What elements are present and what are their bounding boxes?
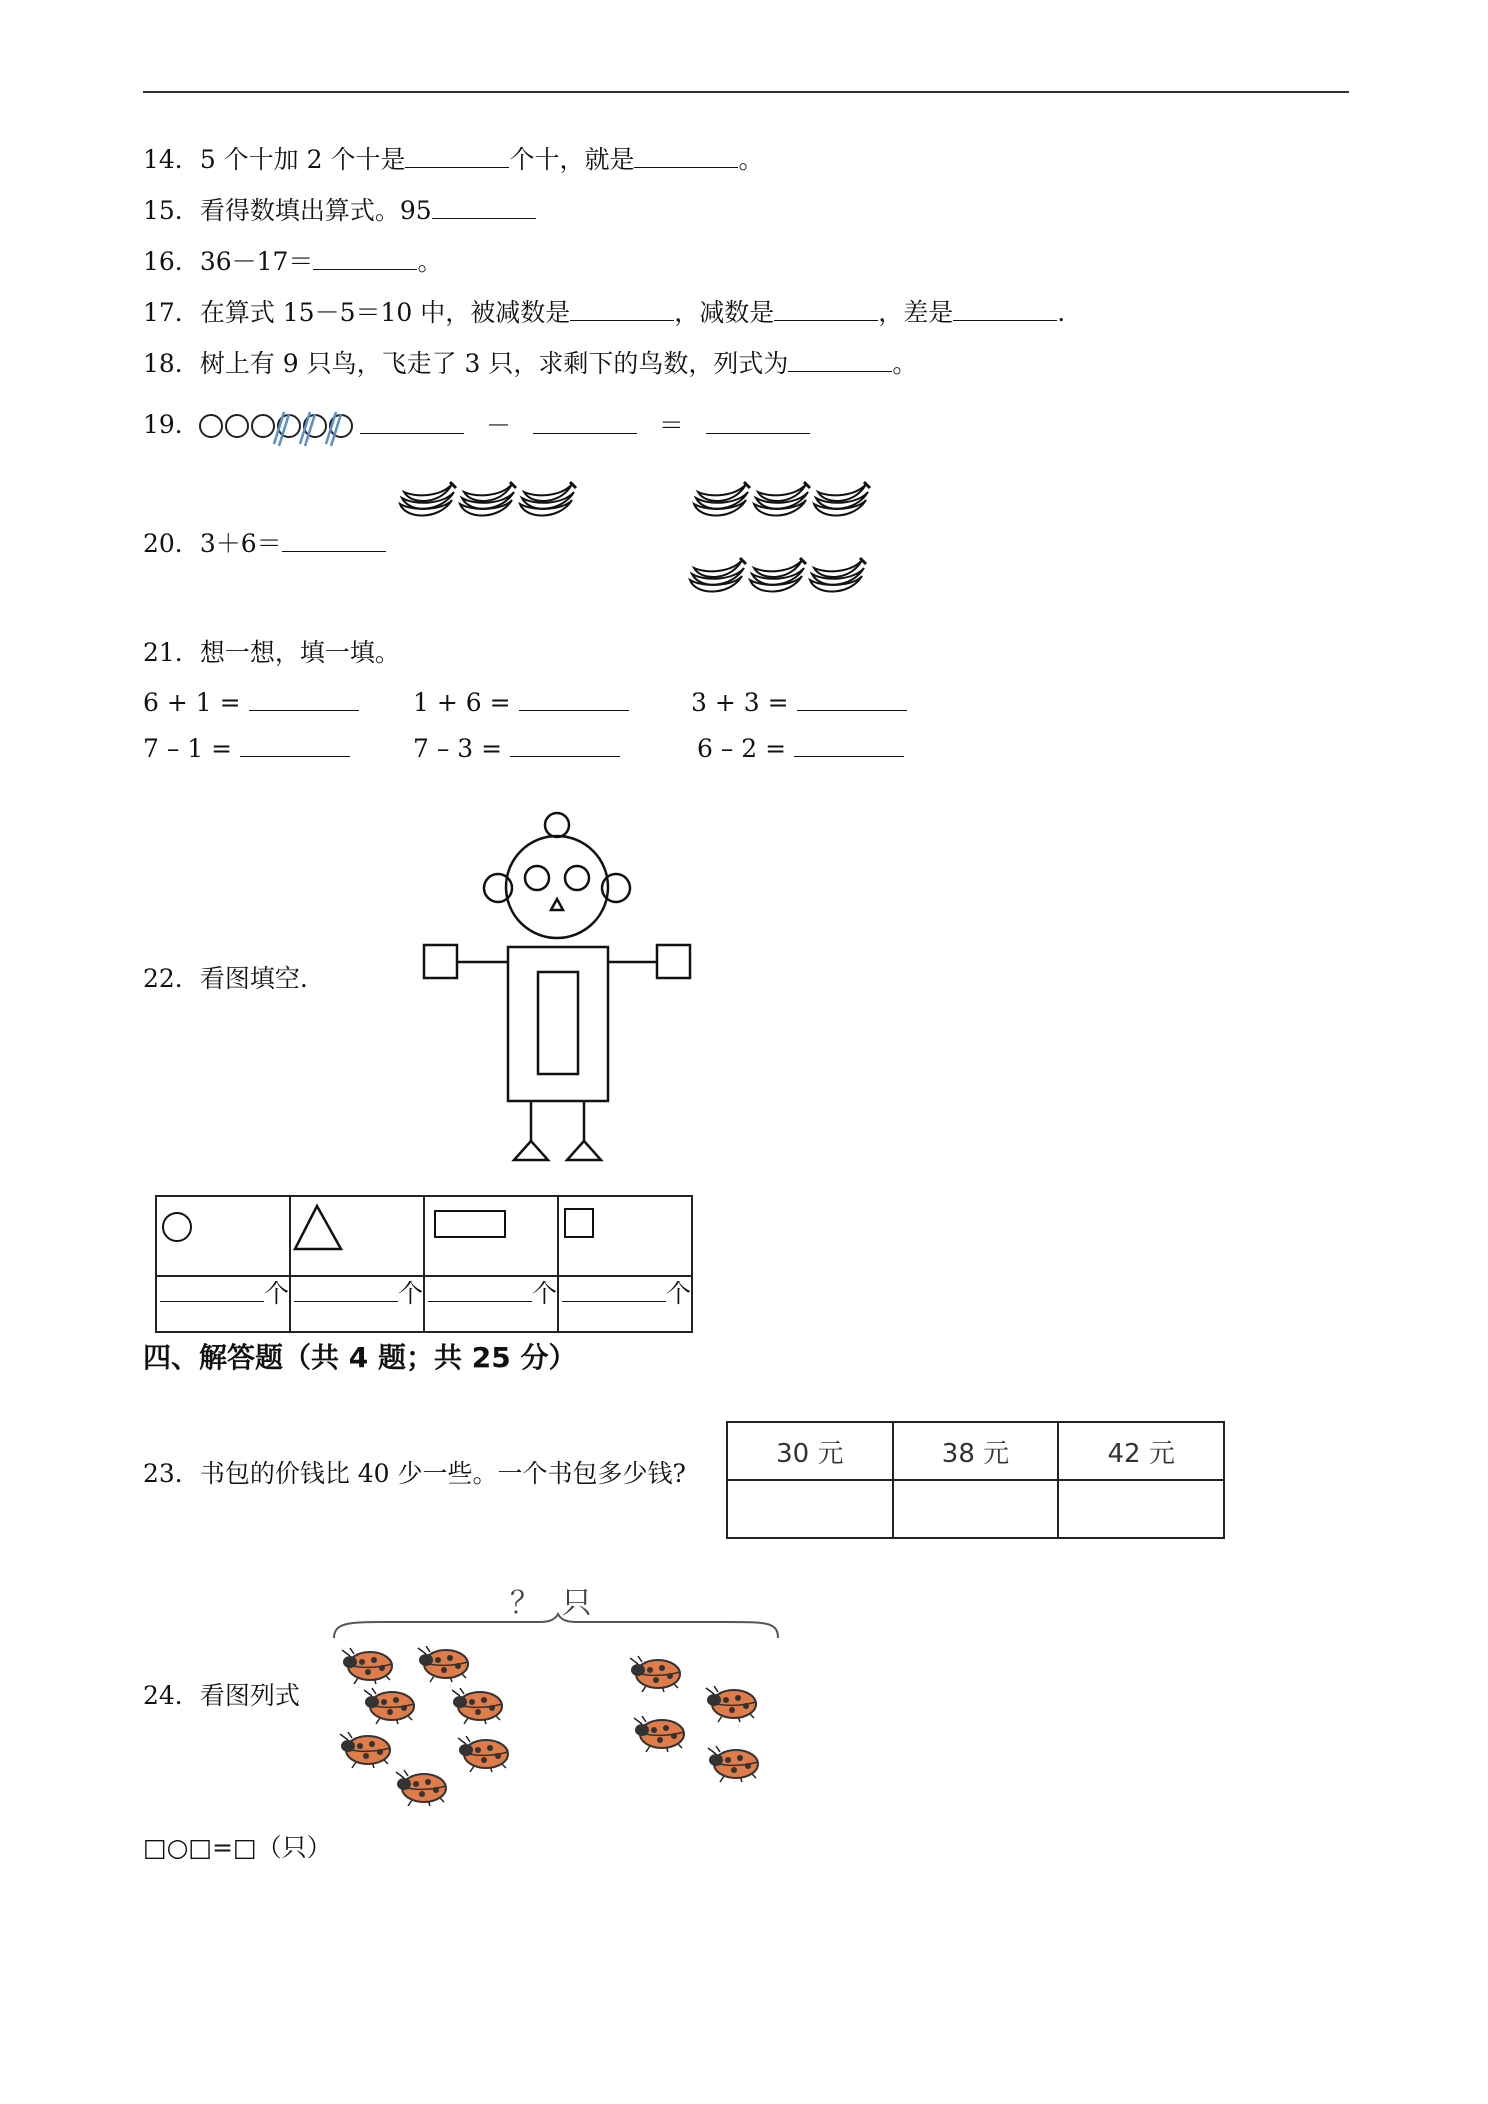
- price-row: [727, 1422, 1224, 1480]
- question-14: [143, 143, 764, 176]
- check-cell[interactable]: [727, 1480, 893, 1538]
- robot-shapes-figure: [420, 808, 710, 1178]
- banana-bunch-icon: [814, 482, 870, 516]
- count-cell: [424, 1276, 558, 1332]
- unit-label: 个: [665, 1279, 691, 1308]
- equation-text: 6 – 2 =: [697, 734, 787, 763]
- square-icon: [563, 1207, 603, 1247]
- answer-blank[interactable]: [794, 732, 904, 757]
- count-cell: [290, 1276, 424, 1332]
- question-16: [143, 245, 442, 278]
- banana-bunch-icon: [694, 482, 750, 516]
- equation-text: 6 + 1 =: [143, 688, 241, 717]
- equation-text: 7 – 3 =: [413, 734, 503, 763]
- answer-blank[interactable]: [788, 347, 892, 372]
- banana-bunch-icon: [520, 482, 576, 516]
- question-20: [143, 527, 386, 560]
- question-number: 20．: [143, 529, 200, 558]
- question-18: [143, 347, 917, 380]
- question-text: ，减数是: [674, 298, 775, 327]
- question-22: [143, 963, 308, 995]
- question-text: 看得数填出算式。95: [199, 196, 432, 225]
- triangle-icon: [291, 1203, 351, 1255]
- question-19-equation: [360, 409, 810, 442]
- question-number: 22．: [143, 964, 200, 993]
- unit-label: 个: [397, 1279, 423, 1308]
- question-17: [143, 296, 1065, 329]
- minus-sign: －: [485, 411, 511, 440]
- price-table: [726, 1421, 1225, 1539]
- question-text: ，差是: [878, 298, 954, 327]
- answer-blank[interactable]: [294, 1277, 398, 1302]
- answer-blank[interactable]: [510, 732, 620, 757]
- question-text: 。: [417, 247, 443, 276]
- ladybug-icon: [458, 1736, 508, 1772]
- question-number: 23．: [143, 1459, 200, 1488]
- exercise-item: [691, 686, 907, 719]
- ladybug-icon: [340, 1732, 390, 1768]
- price-cell: 42 元: [1058, 1422, 1224, 1480]
- question-text: 。: [738, 145, 764, 174]
- answer-blank[interactable]: [953, 296, 1057, 321]
- answer-blank[interactable]: [774, 296, 878, 321]
- question-number: 16．: [143, 247, 200, 276]
- exercise-item: [143, 686, 413, 719]
- count-cell: [558, 1276, 692, 1332]
- question-number: 24．: [143, 1681, 200, 1710]
- answer-blank[interactable]: [432, 194, 536, 219]
- rectangle-icon: [433, 1209, 523, 1249]
- answer-blank[interactable]: [562, 1277, 666, 1302]
- question-15: [143, 194, 536, 227]
- banana-bunch-icon: [750, 558, 806, 592]
- equation-text: 3 + 3 =: [691, 688, 789, 717]
- answer-row: [727, 1480, 1224, 1538]
- ladybug-icon: [342, 1648, 392, 1684]
- count-cell: [156, 1276, 290, 1332]
- answer-blank[interactable]: [428, 1277, 532, 1302]
- check-cell[interactable]: [893, 1480, 1059, 1538]
- answer-blank[interactable]: [570, 296, 674, 321]
- banana-bunches-group-1: [396, 476, 582, 528]
- question-text: 个十，就是: [509, 145, 635, 174]
- answer-blank[interactable]: [313, 245, 417, 270]
- ladybug-icon: [708, 1746, 758, 1782]
- exercise-row-2: [143, 732, 904, 765]
- answer-blank[interactable]: [160, 1277, 264, 1302]
- question-text: .: [1057, 298, 1066, 327]
- brace-label: ？ 只: [510, 1586, 598, 1621]
- shape-row: [156, 1196, 692, 1276]
- price-cell: 30 元: [727, 1422, 893, 1480]
- answer-blank[interactable]: [634, 143, 738, 168]
- curly-brace-figure: [330, 1612, 782, 1642]
- banana-bunch-icon: [460, 482, 516, 516]
- banana-bunch-icon: [754, 482, 810, 516]
- check-cell[interactable]: [1058, 1480, 1224, 1538]
- banana-bunches-group-3: [686, 552, 872, 604]
- answer-blank[interactable]: [360, 409, 464, 434]
- unit-label: 个: [263, 1279, 289, 1308]
- ladybug-icon: [396, 1770, 446, 1806]
- exercise-item: [697, 732, 904, 765]
- equation-text: 7 – 1 =: [143, 734, 233, 763]
- question-text: 5 个十加 2 个十是: [199, 145, 406, 174]
- question-number: 14．: [143, 145, 200, 174]
- ladybug-icon: [706, 1686, 756, 1722]
- question-text: 看图列式: [199, 1681, 300, 1710]
- question-text: 在算式 15－5＝10 中，被减数是: [199, 298, 571, 327]
- price-cell: 38 元: [893, 1422, 1059, 1480]
- shape-count-table: [155, 1195, 693, 1333]
- question-text: 36－17＝: [199, 247, 314, 276]
- banana-bunch-icon: [400, 482, 456, 516]
- question-21: [143, 637, 400, 669]
- banana-bunch-icon: [810, 558, 866, 592]
- answer-blank[interactable]: [706, 409, 810, 434]
- answer-formula[interactable]: □○□=□（只）: [143, 1833, 332, 1862]
- section-heading: 四、解答题（共 4 题；共 25 分）: [143, 1341, 577, 1374]
- equals-sign: ＝: [658, 411, 684, 440]
- question-number: 15．: [143, 196, 200, 225]
- ladybug-icon: [418, 1646, 468, 1682]
- question-number: 19．: [143, 410, 200, 439]
- exercise-item: [413, 686, 691, 719]
- question-text: 树上有 9 只鸟，飞走了 3 只，求剩下的鸟数，列式为: [199, 349, 789, 378]
- unit-label: 个: [531, 1279, 557, 1308]
- ladybug-icon: [452, 1688, 502, 1724]
- question-number: 18．: [143, 349, 200, 378]
- question-text: 看图填空.: [199, 964, 308, 993]
- ladybug-icon: [630, 1656, 680, 1692]
- exercise-item: [413, 732, 697, 765]
- question-23: [143, 1458, 686, 1490]
- circle-icon: [159, 1209, 199, 1249]
- question-text: 3＋6＝: [199, 529, 282, 558]
- banana-bunch-icon: [690, 558, 746, 592]
- question-19: [143, 409, 200, 441]
- answer-blank[interactable]: [282, 527, 386, 552]
- ladybug-icon: [364, 1688, 414, 1724]
- count-row: [156, 1276, 692, 1332]
- question-number: 21．: [143, 638, 200, 667]
- question-text: 想一想，填一填。: [199, 638, 400, 667]
- ladybug-icon: [634, 1716, 684, 1752]
- answer-blank[interactable]: [240, 732, 350, 757]
- shape-cell: [156, 1196, 290, 1276]
- banana-bunches-group-2: [690, 476, 876, 528]
- answer-blank[interactable]: [533, 409, 637, 434]
- shape-cell: [558, 1196, 692, 1276]
- answer-blank[interactable]: [249, 686, 359, 711]
- equation-text: 1 + 6 =: [413, 688, 511, 717]
- exercise-item: [143, 732, 413, 765]
- answer-blank[interactable]: [405, 143, 509, 168]
- answer-blank[interactable]: [797, 686, 907, 711]
- ladybugs-figure: [330, 1646, 790, 1806]
- shape-cell: [424, 1196, 558, 1276]
- question-24: [143, 1680, 300, 1712]
- top-rule: [143, 91, 1349, 93]
- answer-blank[interactable]: [519, 686, 629, 711]
- question-number: 17．: [143, 298, 200, 327]
- question-text: 书包的价钱比 40 少一些。一个书包多少钱?: [199, 1459, 686, 1488]
- question-text: 。: [892, 349, 918, 378]
- exercise-row-1: [143, 686, 907, 719]
- shape-cell: [290, 1196, 424, 1276]
- circles-crossed-figure: [196, 408, 362, 448]
